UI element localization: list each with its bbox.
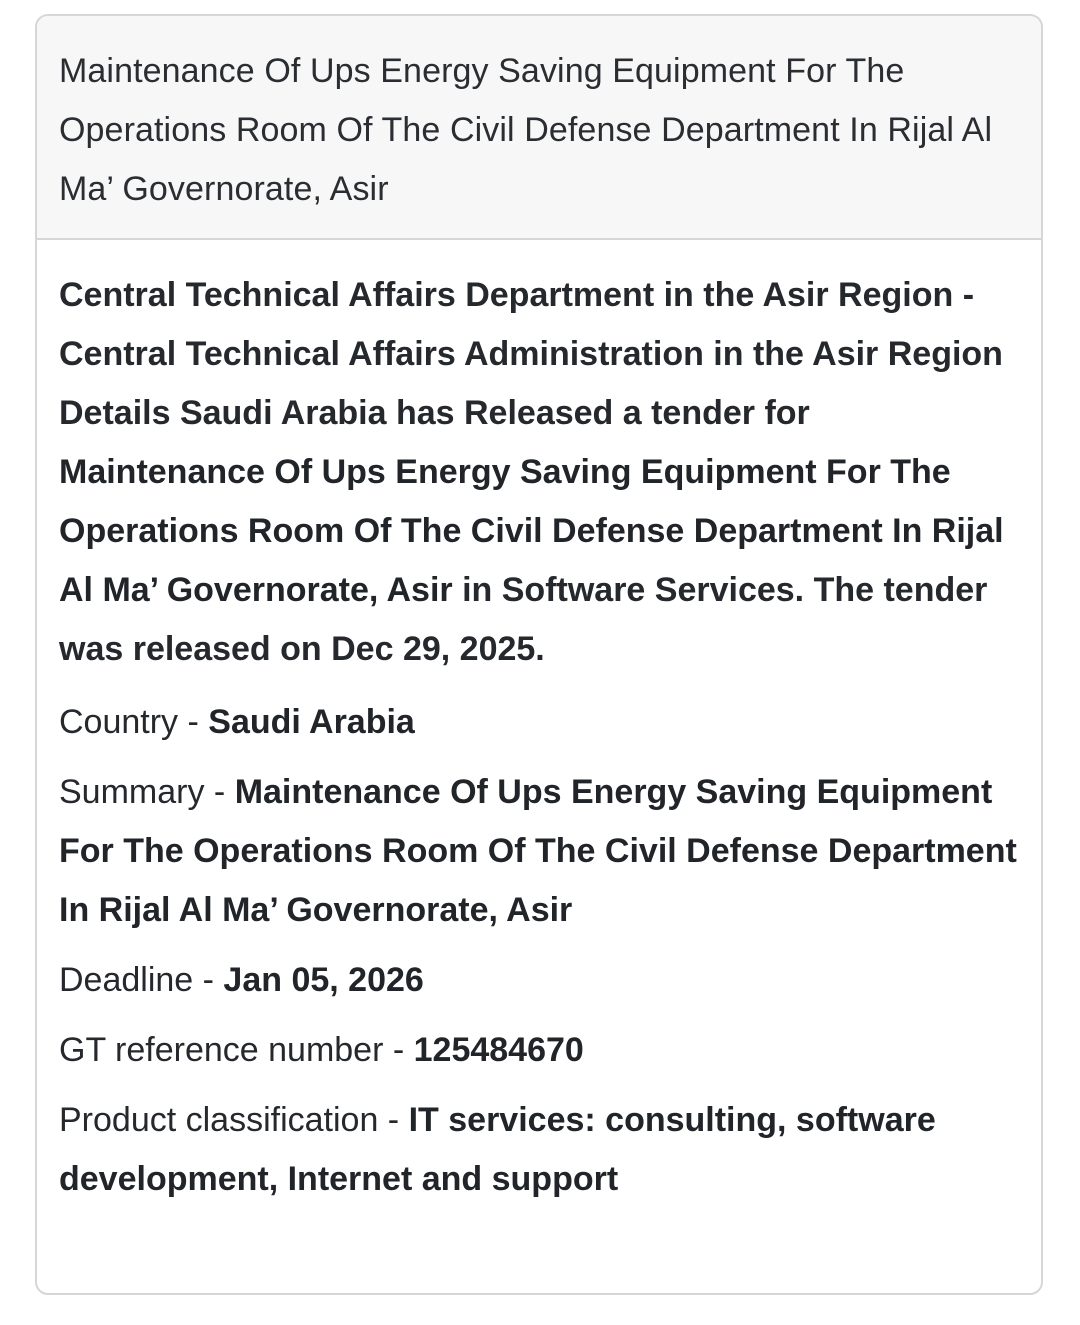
summary-label: Summary -: [59, 773, 235, 811]
deadline-value: Jan 05, 2026: [223, 961, 424, 999]
gt-reference-label: GT reference number -: [59, 1031, 414, 1069]
summary-value: Maintenance Of Ups Energy Saving Equipment For The Operations Room Of The Civil Defense Department In Rijal Al Ma’ Governorate, Asir: [59, 773, 1017, 929]
tender-description: [59, 266, 1019, 679]
card-header: [37, 16, 1041, 240]
product-classification-field: [59, 1091, 1019, 1209]
product-classification-value: IT services: consulting, software development, Internet and support: [59, 1101, 936, 1198]
deadline-field: [59, 951, 1019, 1010]
country-label: Country -: [59, 703, 209, 741]
country-value: Saudi Arabia: [208, 703, 415, 741]
deadline-label: Deadline -: [59, 961, 224, 999]
description-tender-title: Maintenance Of Ups Energy Saving Equipment For The Operations Room Of The Civil Defense Department In Rijal Al Ma’ Governorate, Asir: [59, 453, 1004, 609]
card-body: [37, 240, 1041, 1209]
product-classification-label: Product classification -: [59, 1101, 409, 1139]
tender-card: [35, 14, 1043, 1295]
tender-title: Maintenance Of Ups Energy Saving Equipment For The Operations Room Of The Civil Defense Department In Rijal Al Ma’ Governorate, Asir: [59, 52, 993, 208]
summary-field: [59, 763, 1019, 940]
gt-reference-field: [59, 1021, 1019, 1080]
gt-reference-value: 125484670: [413, 1031, 584, 1069]
description-intro-text: Central Technical Affairs Department in the Asir Region - Central Technical Affairs Administration in the Asir Region Details Saudi Arabia has Released a tender for: [59, 276, 1003, 432]
country-field: [59, 693, 1019, 752]
description-release-text: in Software Services. The tender was released on Dec 29, 2025.: [59, 571, 988, 668]
